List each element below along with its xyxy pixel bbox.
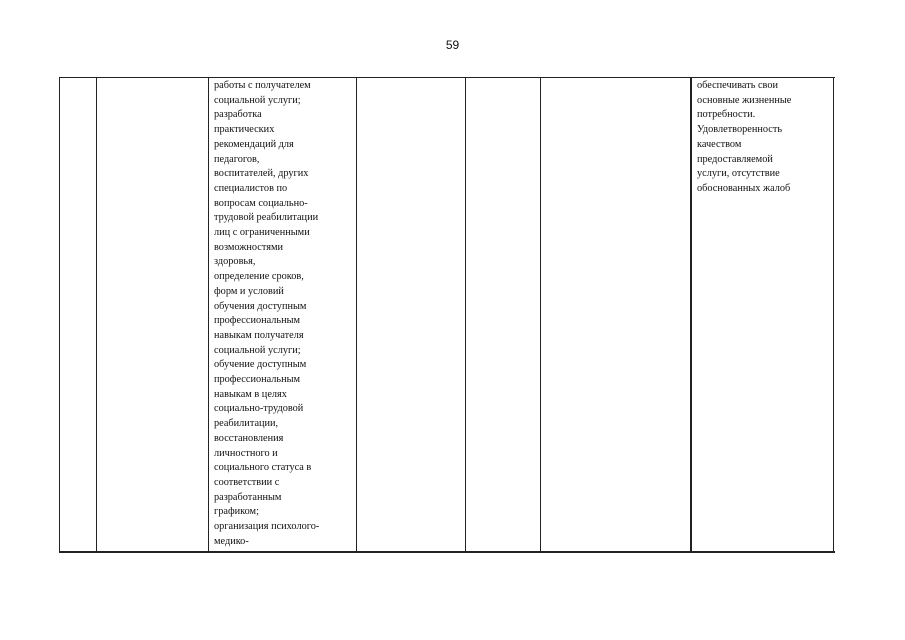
column-divider: [690, 78, 692, 551]
cell-service-description: работы с получателем социальной услуги; разработка практических рекомендаций для педагогов, воспитателей, других специалистов по вопросам социально- трудовой реабилитации лиц с ограниченными возможностями здоровья, определение сроков, форм и условий обучения доступным профессиональным навыкам получателя социальной услуги; обучение доступным профессиональным навыкам в целях социально-трудовой реабилитации, восстановления личностного и социального статуса в соответствии с разработанным графиком; организация психолого- медико-: [214, 80, 320, 547]
column-divider: [540, 78, 541, 551]
column-divider: [465, 78, 466, 551]
page-number: 59: [445, 38, 460, 52]
table-border-left: [59, 78, 60, 551]
table-border-right: [833, 78, 834, 551]
cell-quality-indicators: обеспечивать свои основные жизненные потребности. Удовлетворенность качеством предоставляемой услуги, отсутствие обоснованных жалоб: [697, 80, 792, 194]
column-divider: [96, 78, 97, 551]
column-divider: [356, 78, 357, 551]
column-divider: [208, 78, 209, 551]
